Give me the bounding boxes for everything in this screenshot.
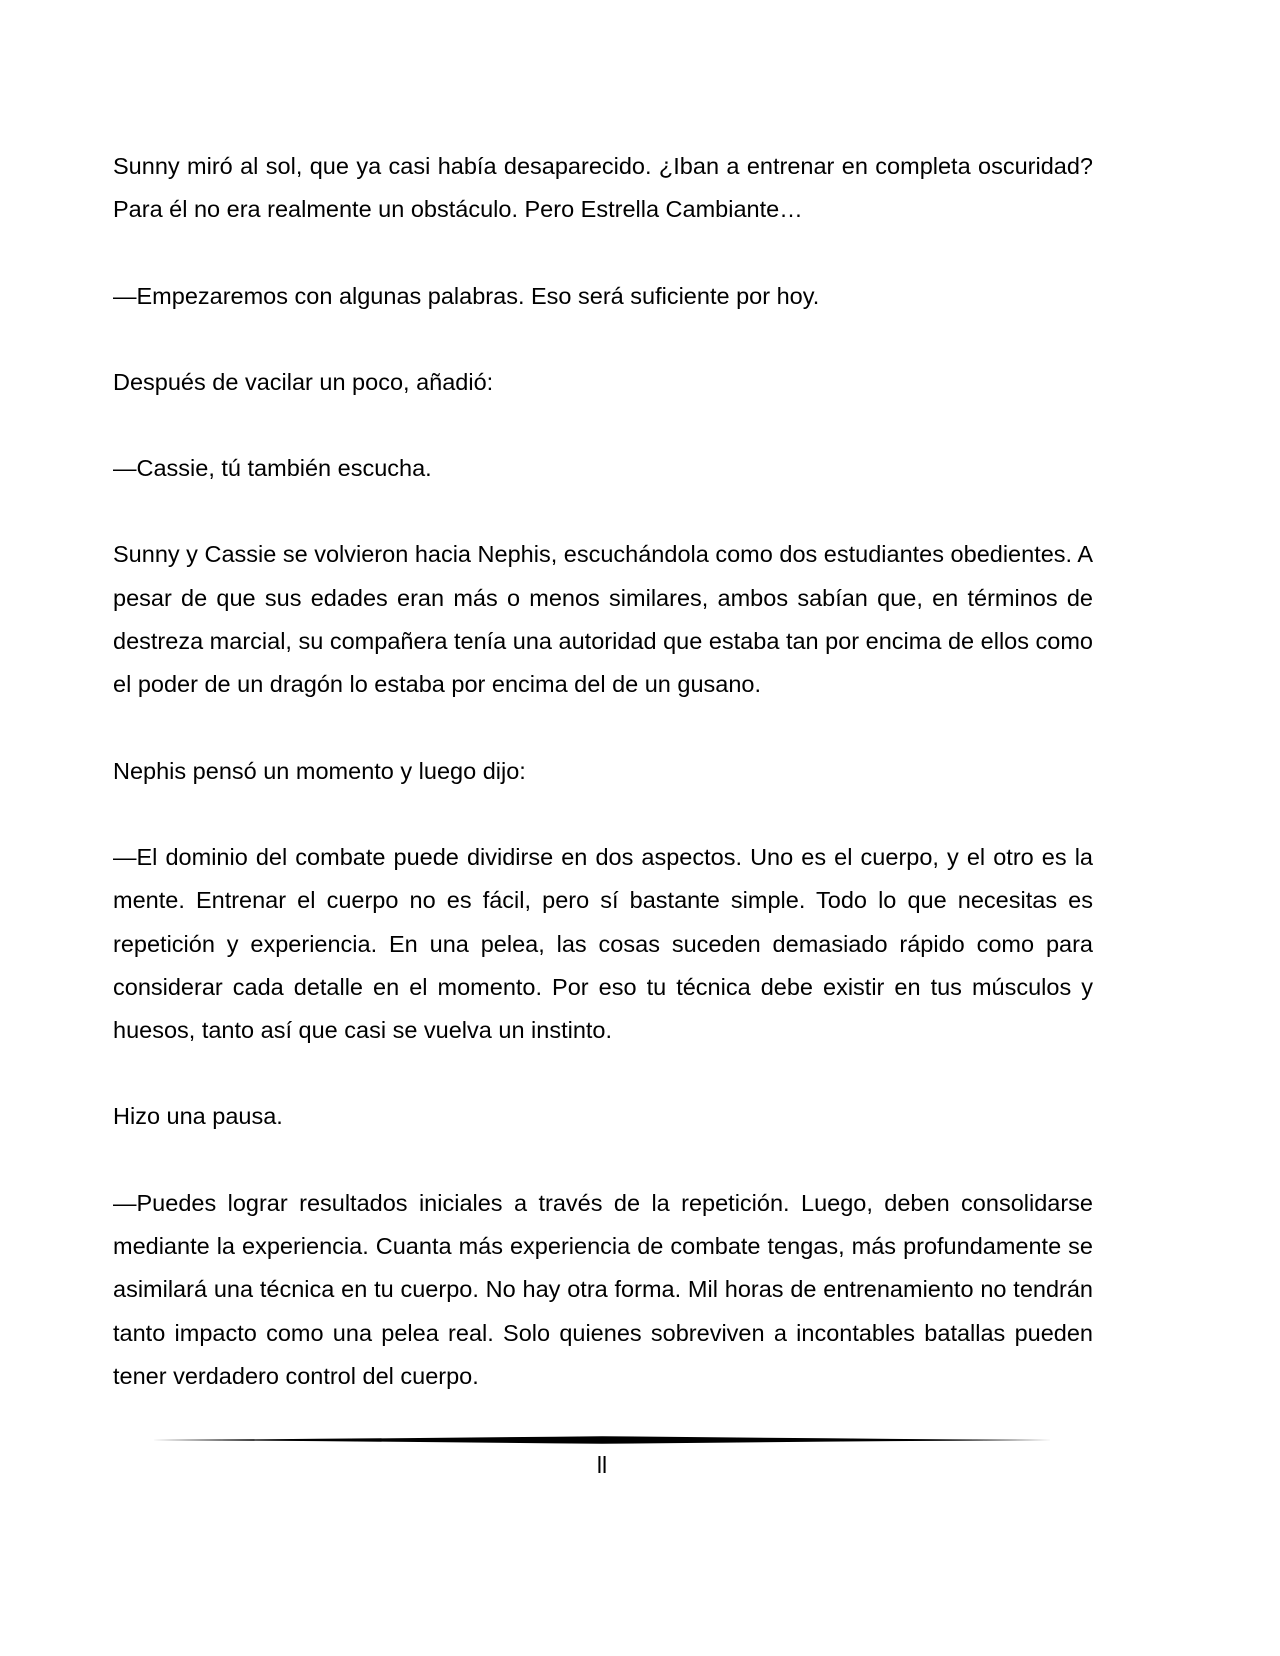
paragraph: —Empezaremos con algunas palabras. Eso será suficiente por hoy. — [113, 282, 820, 309]
paragraph: Después de vacilar un poco, añadió: — [113, 368, 494, 395]
paragraph: —Cassie, tú también escucha. — [113, 455, 432, 482]
paragraph: —El dominio del combate puede dividirse en dos aspectos. Uno es el cuerpo, y el otro es la mente. Entrenar el cuerpo no es fácil, pero sí bastante simple. Todo lo que necesitas es repetición y experiencia. En una pelea, las cosas suceden demasiado rápido como para considerar cada detalle en el momento. Por eso tu técnica debe existir en tus músculos y huesos, tanto así que casi se vuelva un instinto. — [113, 843, 1093, 1044]
paragraph: Hizo una pausa. — [113, 1103, 283, 1130]
paragraph: Nephis pensó un momento y luego dijo: — [113, 757, 526, 784]
footer-divider — [152, 1432, 1052, 1448]
paragraph: Sunny miró al sol, que ya casi había desaparecido. ¿Iban a entrenar en completa oscuridad? Para él no era realmente un obstáculo. Pero Estrella Cambiante… — [113, 153, 1093, 223]
page-number: ll — [596, 1452, 608, 1478]
paragraph: Sunny y Cassie se volvieron hacia Nephis, escuchándola como dos estudiantes obedientes. A pesar de que sus edades eran más o menos similares, ambos sabían que, en términos de destreza marcial, su compañera tenía una autoridad que estaba tan por encima de ellos como el poder de un dragón lo estaba por encima del de un gusano. — [113, 541, 1093, 698]
page-body — [113, 145, 1093, 1398]
paragraph: —Puedes lograr resultados iniciales a través de la repetición. Luego, deben consolidarse mediante la experiencia. Cuanta más experiencia de combate tengas, más profundamente se asimilará una técnica en tu cuerpo. No hay otra forma. Mil horas de entrenamiento no tendrán tanto impacto como una pelea real. Solo quienes sobreviven a incontables batallas pueden tener verdadero control del cuerpo. — [113, 1189, 1093, 1389]
